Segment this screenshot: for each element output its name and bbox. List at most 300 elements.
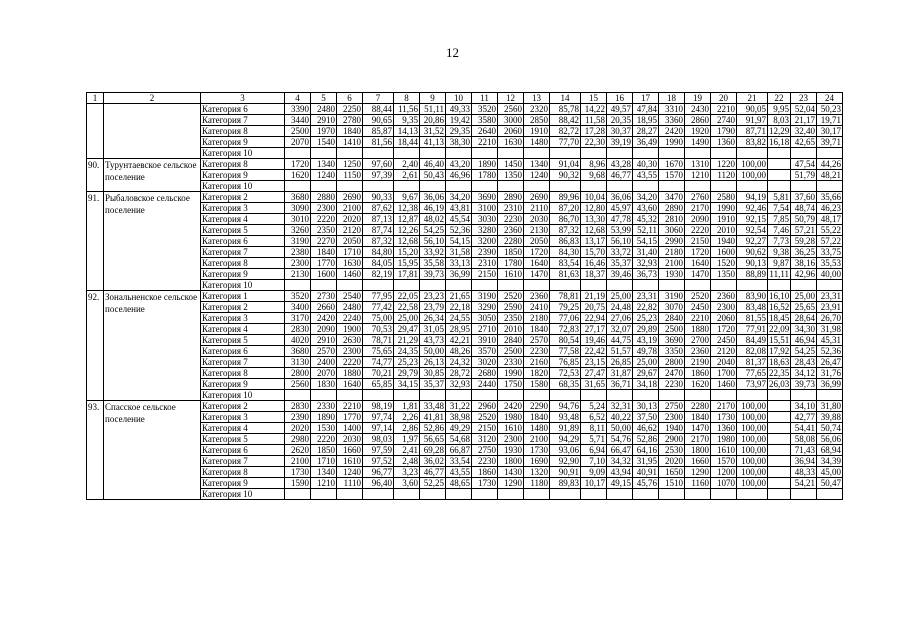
table-cell: 28,27 — [633, 126, 659, 137]
table-cell: 11,11 — [769, 269, 789, 279]
table-cell: 12,29 — [769, 126, 790, 136]
table-row — [87, 291, 843, 302]
table-cell: 3260 — [285, 225, 311, 236]
table-cell: 45,00 — [817, 467, 843, 478]
table-cell: 98,03 — [363, 434, 394, 445]
table-cell: 2020 — [659, 456, 685, 467]
table-cell: 32,40 — [791, 126, 817, 137]
table-row — [87, 225, 843, 236]
table-cell: 2360 — [685, 346, 711, 357]
column-header-14: 14 — [550, 93, 581, 104]
table-cell: 1780 — [472, 170, 498, 181]
table-cell: 2090 — [685, 214, 711, 225]
table-cell: 2230 — [524, 346, 550, 357]
table-cell: 1730 — [524, 445, 550, 456]
table-cell: 40,91 — [633, 467, 659, 478]
table-cell: 1320 — [524, 467, 550, 478]
table-cell: 25,23 — [633, 313, 659, 324]
table-cell — [768, 390, 791, 401]
table-cell: 3070 — [659, 302, 685, 313]
table-cell: 18,95 — [633, 115, 659, 126]
table-cell: 28,64 — [791, 313, 817, 324]
table-row — [87, 280, 843, 291]
table-cell: 2910 — [311, 335, 337, 346]
table-cell: 88,89 — [737, 269, 768, 280]
table-cell: 25,23 — [394, 357, 420, 368]
table-cell: 2300 — [711, 302, 737, 313]
table-cell: 46,77 — [607, 170, 633, 181]
table-cell: 39,73 — [791, 379, 817, 390]
table-cell: 31,22 — [446, 401, 472, 412]
table-cell: 1240 — [311, 170, 337, 181]
table-cell: 77,06 — [550, 313, 581, 324]
category-label: Категория 7 — [201, 456, 285, 467]
table-cell: 2640 — [472, 126, 498, 137]
table-cell: 87,32 — [363, 236, 394, 247]
table-cell: 97,59 — [363, 445, 394, 456]
table-cell: 1490 — [685, 137, 711, 148]
table-cell — [498, 390, 524, 401]
table-cell: 54,68 — [446, 434, 472, 445]
table-cell: 2030 — [524, 214, 550, 225]
table-cell: 2740 — [711, 115, 737, 126]
table-cell: 2030 — [337, 434, 363, 445]
table-cell: 51,79 — [791, 170, 817, 181]
table-cell: 29,47 — [394, 324, 420, 335]
table-cell: 38,16 — [791, 258, 817, 269]
table-cell: 2050 — [524, 236, 550, 247]
table-cell: 45,32 — [633, 214, 659, 225]
table-cell: 2210 — [337, 401, 363, 412]
table-cell: 94,29 — [550, 434, 581, 445]
table-cell: 79,25 — [550, 302, 581, 313]
table-cell: 2530 — [659, 445, 685, 456]
table-cell: 41,81 — [420, 412, 446, 423]
table-cell — [524, 148, 550, 159]
table-cell: 1720 — [685, 247, 711, 258]
table-cell: 50,00 — [420, 346, 446, 357]
table-cell: 31,05 — [420, 324, 446, 335]
table-cell: 87,71 — [737, 126, 768, 137]
table-cell: 1590 — [285, 478, 311, 489]
table-cell: 40,00 — [817, 269, 843, 280]
table-cell: 66,47 — [607, 445, 633, 456]
table-cell: 54,15 — [633, 236, 659, 247]
table-cell: 1990 — [659, 137, 685, 148]
table-cell: 3680 — [285, 192, 311, 203]
table-cell: 1150 — [337, 170, 363, 181]
table-cell: 2980 — [285, 434, 311, 445]
table-cell: 84,30 — [550, 247, 581, 258]
table-cell: 44,26 — [817, 159, 843, 170]
table-cell: 19,42 — [446, 115, 472, 126]
category-label: Категория 1 — [201, 291, 285, 302]
table-cell: 22,05 — [394, 291, 420, 302]
table-cell: 43,55 — [633, 170, 659, 181]
table-cell: 15,95 — [394, 258, 420, 269]
table-cell: 1770 — [337, 412, 363, 423]
table-cell: 2050 — [337, 236, 363, 247]
table-cell: 39,46 — [607, 269, 633, 280]
table-cell: 2660 — [311, 302, 337, 313]
table-cell: 36,06 — [607, 192, 633, 203]
table-cell: 3350 — [659, 346, 685, 357]
table-cell: 2220 — [337, 357, 363, 368]
table-cell: 30,13 — [633, 401, 659, 412]
table-cell: 76,85 — [550, 357, 581, 368]
table-cell: 22,18 — [446, 302, 472, 313]
settlement-name: Зональненское сельское поселение — [104, 291, 201, 401]
table-cell — [498, 148, 524, 159]
table-cell — [420, 280, 446, 291]
table-cell: 2390 — [285, 412, 311, 423]
table-cell: 97,39 — [363, 170, 394, 181]
table-cell: 34,30 — [791, 324, 817, 335]
table-cell: 7,85 — [768, 214, 791, 225]
table-cell: 31,40 — [633, 247, 659, 258]
table-cell: 3310 — [659, 104, 685, 115]
column-header-17: 17 — [633, 93, 659, 104]
table-cell: 2040 — [711, 357, 737, 368]
table-cell: 97,14 — [363, 423, 394, 434]
table-cell: 1830 — [311, 379, 337, 390]
table-cell: 36,06 — [420, 192, 446, 203]
table-cell: 27,17 — [581, 324, 607, 335]
table-cell — [791, 181, 817, 192]
table-cell: 39,19 — [607, 137, 633, 148]
table-cell — [685, 280, 711, 291]
table-cell: 3060 — [659, 225, 685, 236]
table-cell: 1210 — [685, 170, 711, 181]
table-cell: 21,65 — [446, 291, 472, 302]
table-cell: 2,41 — [394, 445, 420, 456]
table-cell: 1510 — [659, 478, 685, 489]
table-cell: 2540 — [337, 291, 363, 302]
table-cell — [394, 390, 420, 401]
table-cell: 34,32 — [607, 456, 633, 467]
table-cell: 46,94 — [791, 335, 817, 346]
table-cell: 75,65 — [363, 346, 394, 357]
table-cell: 54,15 — [446, 236, 472, 247]
table-cell: 20,75 — [581, 302, 607, 313]
table-cell — [363, 390, 394, 401]
table-cell: 1660 — [685, 456, 711, 467]
table-cell: 1580 — [524, 379, 550, 390]
table-row — [87, 148, 843, 159]
table-row — [87, 170, 843, 181]
table-cell: 33,13 — [446, 258, 472, 269]
table-cell — [711, 489, 737, 500]
table-cell: 48,26 — [446, 346, 472, 357]
table-cell: 90,91 — [550, 467, 581, 478]
table-cell: 8,96 — [581, 159, 607, 170]
table-cell — [817, 390, 843, 401]
table-cell: 82,19 — [363, 269, 394, 280]
table-cell: 1470 — [524, 269, 550, 280]
column-header-1: 1 — [87, 93, 104, 104]
category-label: Категория 3 — [201, 313, 285, 324]
table-cell: 91,04 — [550, 159, 581, 170]
table-cell: 55,22 — [817, 225, 843, 236]
column-header-7: 7 — [363, 93, 394, 104]
table-cell: 52,25 — [420, 478, 446, 489]
table-cell: 32,07 — [607, 324, 633, 335]
table-cell — [817, 489, 843, 500]
table-cell: 75,00 — [363, 313, 394, 324]
table-cell: 2180 — [659, 247, 685, 258]
table-cell — [581, 280, 607, 291]
table-cell: 43,20 — [446, 159, 472, 170]
table-cell: 82,72 — [550, 126, 581, 137]
table-cell: 2,48 — [394, 456, 420, 467]
table-cell: 84,05 — [363, 258, 394, 269]
table-cell: 36,94 — [791, 456, 817, 467]
table-cell — [311, 390, 337, 401]
table-cell: 31,52 — [420, 126, 446, 137]
table-cell: 2310 — [498, 203, 524, 214]
table-cell: 2520 — [472, 412, 498, 423]
table-cell: 77,91 — [737, 324, 768, 335]
table-cell — [394, 489, 420, 500]
table-cell: 2300 — [311, 203, 337, 214]
table-cell: 1620 — [285, 170, 311, 181]
table-cell — [420, 181, 446, 192]
table-cell: 90,05 — [737, 104, 768, 115]
table-cell: 2090 — [311, 324, 337, 335]
category-label: Категория 10 — [201, 489, 285, 500]
table-cell: 2910 — [311, 115, 337, 126]
table-cell — [659, 181, 685, 192]
table-cell: 1360 — [711, 423, 737, 434]
table-cell: 7,46 — [768, 225, 791, 236]
table-cell — [446, 148, 472, 159]
table-cell: 80,54 — [550, 335, 581, 346]
table-cell — [768, 412, 791, 423]
table-cell: 2020 — [337, 214, 363, 225]
category-label: Категория 10 — [201, 390, 285, 401]
table-cell: 43,60 — [633, 203, 659, 214]
table-cell: 26,13 — [420, 357, 446, 368]
table-cell — [581, 390, 607, 401]
table-cell: 1480 — [524, 137, 550, 148]
table-cell: 7,10 — [581, 456, 607, 467]
table-cell — [711, 390, 737, 401]
table-cell: 35,53 — [817, 258, 843, 269]
table-cell: 87,32 — [550, 225, 581, 236]
table-cell: 51,57 — [607, 346, 633, 357]
table-cell — [711, 280, 737, 291]
table-cell: 37,60 — [791, 192, 817, 203]
table-cell: 1890 — [472, 159, 498, 170]
table-cell: 1840 — [337, 126, 363, 137]
table-cell — [768, 159, 791, 170]
table-cell — [524, 489, 550, 500]
table-cell — [472, 489, 498, 500]
table-cell: 1600 — [311, 269, 337, 280]
settlement-number: 92. — [87, 291, 104, 401]
table-cell: 2520 — [685, 291, 711, 302]
table-cell: 3680 — [285, 346, 311, 357]
category-label: Категория 2 — [201, 192, 285, 203]
table-cell: 3390 — [285, 104, 311, 115]
table-cell: 31,76 — [817, 368, 843, 379]
settlement-number — [87, 104, 104, 159]
category-label: Категория 9 — [201, 379, 285, 390]
table-cell — [363, 489, 394, 500]
table-cell: 18,37 — [581, 269, 607, 280]
table-cell: 100,00 — [737, 423, 768, 434]
table-cell — [737, 148, 768, 159]
table-cell: 54,76 — [607, 434, 633, 445]
table-cell: 1930 — [498, 445, 524, 456]
table-cell: 2750 — [472, 445, 498, 456]
table-cell: 52,36 — [817, 346, 843, 357]
table-cell: 45,97 — [607, 203, 633, 214]
table-cell: 2380 — [285, 247, 311, 258]
table-cell: 2220 — [311, 434, 337, 445]
table-cell: 2240 — [337, 313, 363, 324]
table-cell: 1650 — [659, 467, 685, 478]
table-cell: 23,79 — [420, 302, 446, 313]
table-cell: 1930 — [659, 269, 685, 280]
category-label: Категория 6 — [201, 445, 285, 456]
table-cell: 49,78 — [633, 346, 659, 357]
table-cell: 1520 — [711, 258, 737, 269]
table-cell: 25,00 — [791, 291, 817, 302]
table-cell: 1610 — [498, 423, 524, 434]
category-label: Категория 4 — [201, 324, 285, 335]
table-cell: 12,38 — [394, 203, 420, 214]
table-cell: 39,88 — [817, 412, 843, 423]
table-cell — [524, 280, 550, 291]
table-cell: 36,73 — [633, 269, 659, 280]
table-cell: 10,04 — [581, 192, 607, 203]
table-cell: 31,95 — [633, 456, 659, 467]
table-cell: 2850 — [524, 115, 550, 126]
table-cell: 23,15 — [581, 357, 607, 368]
table-cell: 19,71 — [817, 115, 843, 126]
table-cell: 52,36 — [446, 225, 472, 236]
table-cell: 46,23 — [817, 203, 843, 214]
table-cell: 2210 — [685, 313, 711, 324]
table-cell: 42,21 — [446, 335, 472, 346]
table-cell: 24,32 — [446, 357, 472, 368]
table-cell: 2400 — [311, 357, 337, 368]
column-header-16: 16 — [607, 93, 633, 104]
data-table-container — [86, 92, 843, 500]
table-cell: 2630 — [337, 335, 363, 346]
table-cell: 31,58 — [446, 247, 472, 258]
table-cell: 68,35 — [550, 379, 581, 390]
table-cell: 9,38 — [768, 247, 791, 258]
table-cell: 1710 — [311, 456, 337, 467]
table-cell — [607, 489, 633, 500]
table-cell: 3520 — [285, 291, 311, 302]
table-cell — [285, 148, 311, 159]
table-cell: 18,63 — [769, 357, 790, 367]
table-cell: 1360 — [711, 137, 737, 148]
category-label: Категория 10 — [201, 181, 285, 192]
table-cell: 78,81 — [550, 291, 581, 302]
table-cell: 2880 — [311, 192, 337, 203]
table-cell: 58,08 — [791, 434, 817, 445]
table-cell: 2100 — [524, 434, 550, 445]
category-label: Категория 5 — [201, 434, 285, 445]
table-cell: 3,23 — [394, 467, 420, 478]
table-cell — [737, 390, 768, 401]
table-cell: 19,46 — [581, 335, 607, 346]
table-cell — [607, 390, 633, 401]
table-cell: 1340 — [311, 159, 337, 170]
table-cell: 20,86 — [420, 115, 446, 126]
table-cell: 94,76 — [550, 401, 581, 412]
category-label: Категория 8 — [201, 368, 285, 379]
column-header-24: 24 — [817, 93, 843, 104]
table-cell: 2250 — [337, 104, 363, 115]
table-row — [87, 181, 843, 192]
table-cell: 94,19 — [737, 192, 768, 203]
table-cell — [524, 390, 550, 401]
table-cell: 1120 — [711, 170, 737, 181]
table-cell — [550, 390, 581, 401]
table-cell: 29,35 — [446, 126, 472, 137]
table-cell: 43,94 — [607, 467, 633, 478]
table-cell — [363, 148, 394, 159]
table-cell: 77,70 — [550, 137, 581, 148]
table-cell: 2560 — [498, 104, 524, 115]
table-cell: 86,83 — [550, 236, 581, 247]
table-cell: 92,15 — [737, 214, 768, 225]
table-cell: 2450 — [711, 335, 737, 346]
table-cell: 43,55 — [446, 467, 472, 478]
settlement-name: Спасское сельское поселение — [104, 401, 201, 500]
table-cell: 2120 — [711, 346, 737, 357]
table-cell: 1700 — [711, 368, 737, 379]
column-header-4: 4 — [285, 93, 311, 104]
table-cell: 52,86 — [420, 423, 446, 434]
table-cell: 3000 — [498, 115, 524, 126]
table-cell: 46,62 — [633, 423, 659, 434]
table-cell: 70,21 — [363, 368, 394, 379]
table-cell: 49,15 — [607, 478, 633, 489]
table-cell: 2830 — [285, 401, 311, 412]
table-cell: 1990 — [498, 368, 524, 379]
table-cell: 100,00 — [737, 478, 768, 489]
table-cell: 1840 — [685, 412, 711, 423]
table-cell: 2360 — [711, 291, 737, 302]
table-cell: 77,42 — [363, 302, 394, 313]
table-cell — [498, 181, 524, 192]
table-cell: 83,48 — [737, 302, 768, 313]
table-cell: 1290 — [685, 467, 711, 478]
table-cell: 1460 — [711, 379, 737, 390]
table-cell — [550, 489, 581, 500]
table-cell: 1450 — [498, 159, 524, 170]
table-cell: 1640 — [524, 258, 550, 269]
table-cell: 1570 — [659, 170, 685, 181]
table-cell: 56,65 — [420, 434, 446, 445]
table-row — [87, 137, 843, 148]
table-cell: 92,90 — [550, 456, 581, 467]
table-row — [87, 401, 843, 412]
table-cell: 2290 — [524, 401, 550, 412]
table-cell: 1720 — [711, 324, 737, 335]
table-cell: 50,79 — [791, 214, 817, 225]
table-cell: 2810 — [659, 214, 685, 225]
table-cell: 47,78 — [607, 214, 633, 225]
table-cell: 45,31 — [817, 335, 843, 346]
table-cell: 43,73 — [420, 335, 446, 346]
